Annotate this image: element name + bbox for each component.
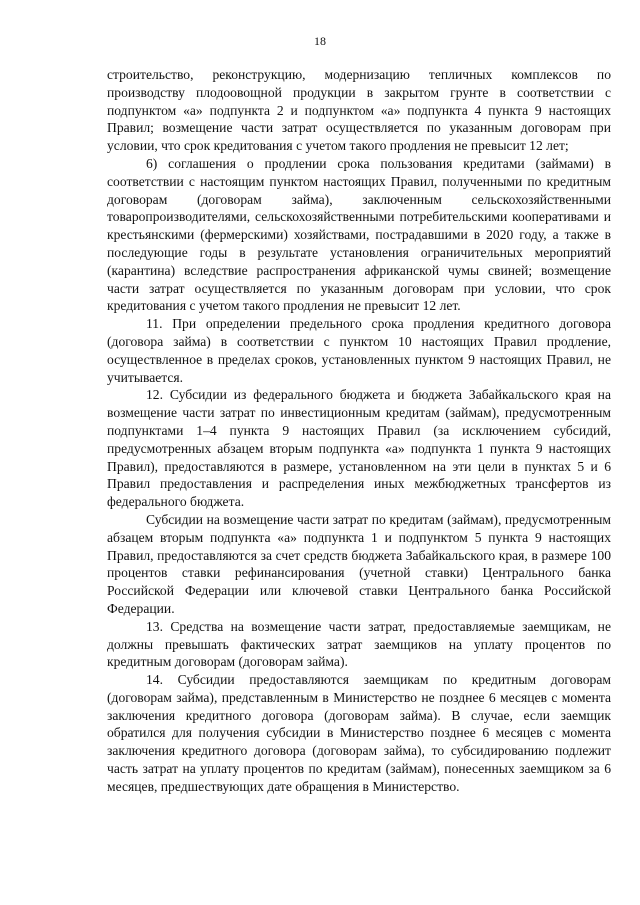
document-body <box>107 66 611 796</box>
paragraph-item-11: 11. При определении предельного срока продления кредитного договора (договора займа) в соответствии с пунктом 10 настоящих Правил продление, осуществленное в пределах сроков, установленных пунктом 9 настоящих Правил, не учитывается. <box>107 316 611 385</box>
page-number: 18 <box>314 34 326 48</box>
paragraph-item-12-continued: Субсидии на возмещение части затрат по кредитам (займам), предусмотренным абзацем вторым подпункта «а» подпункта 1 и подпунктом 5 пункта 9 настоящих Правил, предоставляются за счет средств бюджета Забайкальского края, в размере 100 процентов ставки рефинансирования (учетной ставки) Центрального банка Российской Федерации или ключевой ставки Центрального банка Российской Федерации. <box>107 511 611 616</box>
paragraph-item-14: 14. Субсидии предоставляются заемщикам по кредитным договорам (договорам займа), представленным в Министерство не позднее 6 месяцев с момента заключения кредитного договора (договорам займа). В случае, если заемщик обратился для получения субсидии в Министерство позднее 6 месяцев с момента заключения кредитного договора (договорам займа), то субсидированию подлежит часть затрат на уплату процентов по кредитам (займам), понесенных заемщиком за 6 месяцев, предшествующих дате обращения в Министерство. <box>107 672 611 794</box>
paragraph-item-12: 12. Субсидии из федерального бюджета и бюджета Забайкальского края на возмещение части затрат по инвестиционным кредитам (займам), предусмотренным подпунктами 1–4 пункта 9 настоящих Правил (за исключением субсидий, предусмотренных абзацем вторым подпункта «а» подпункта 1 пункта 9 настоящих Правил), предоставляются в размере, установленном на эти цели в пунктах 5 и 6 Правил предоставления и распределения иных межбюджетных трансфертов из федерального бюджета. <box>107 387 611 510</box>
paragraph-item-13: 13. Средства на возмещение части затрат, предоставляемые заемщикам, не должны превышать фактических затрат заемщиков на уплату процентов по кредитным договорам (договорам займа). <box>107 618 611 670</box>
paragraph-subitem-6: 6) соглашения о продлении срока пользования кредитами (займами) в соответствии с настоящим пунктом настоящих Правил, полученными по кредитным договорам (договорам займа), заключенным сельскохозяйственными товаропроизводителями, сельскохозяйственными потребительскими кооперативами и крестьянскими (фермерскими) хозяйствами, пострадавшими в 2020 году, а также в последующие годы в результате установления ограничительных мероприятий (карантина) вследствие распространения африканской чумы свиней; возмещение части затрат осуществляется по указанным договорам при условии, что срок кредитования с учетом такого продления не превысит 12 лет. <box>107 155 611 314</box>
paragraph-continuation: строительство, реконструкцию, модернизацию тепличных комплексов по производству плодоовощной продукции в закрытом грунте в соответствии с подпунктом «а» подпункта 2 и подпунктом «а» подпункта 4 пункта 9 настоящих Правил; возмещение части затрат осуществляется по указанным договорам при условии, что срок кредитования с учетом такого продления не превысит 12 лет; <box>107 67 611 154</box>
